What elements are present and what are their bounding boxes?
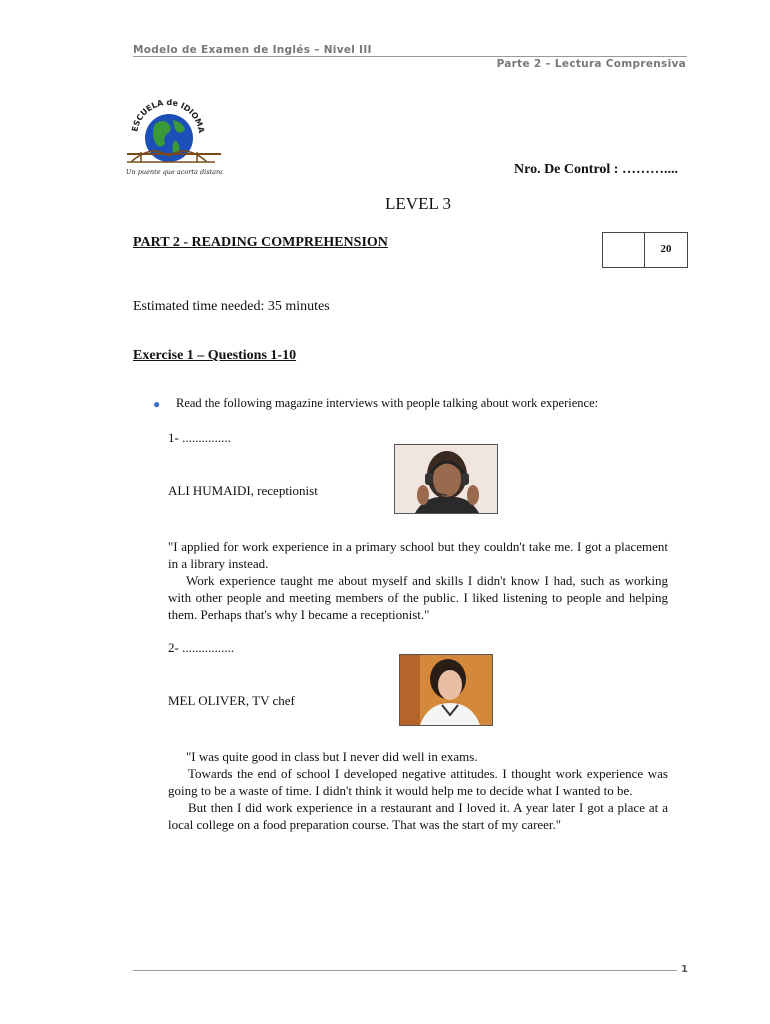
instruction-text: Read the following magazine interviews with people talking about work experience:	[176, 396, 599, 410]
answer-blank-2: 2- ................	[168, 640, 235, 655]
interviewee-photo-2	[399, 654, 493, 726]
bullet-icon: ●	[153, 397, 161, 411]
interview-2-paragraph: But then I did work experience in a restaurant and I loved it. A year later I got a place at a local college on a food preparation course. That was the start of my career."	[168, 800, 668, 832]
score-box	[602, 232, 688, 268]
control-number: Nro. De Control : ………....	[514, 162, 678, 177]
interviewee-name-2: MEL OLIVER, TV chef	[168, 693, 295, 708]
interviewee-name-1: ALI HUMAIDI, receptionist	[168, 483, 318, 498]
interviewee-photo-1	[394, 444, 498, 514]
answer-blank-1: 1- ...............	[168, 430, 231, 445]
part-title: PART 2 - READING COMPREHENSION	[133, 235, 388, 250]
header-right-title: Parte 2 – Lectura Comprensiva	[496, 58, 686, 70]
logo-tagline: Un puente que acorta distancias	[126, 168, 223, 176]
footer-divider	[133, 970, 677, 971]
header-left-title: Modelo de Examen de Inglés – Nivel III	[133, 44, 372, 56]
level-title: LEVEL 3	[385, 194, 451, 213]
score-total: 20	[660, 243, 672, 255]
estimated-time: Estimated time needed: 35 minutes	[133, 299, 330, 314]
interview-2-paragraph: Towards the end of school I developed negative attitudes. I thought work experience was going to be a waste of time. I didn't think it would help me to decide what I wanted to be.	[168, 766, 668, 798]
interview-1-paragraph: Work experience taught me about myself and skills I didn't know I had, such as working with other people and meeting members of the public. I liked listening to people and helping them. Perhaps that's why I became a receptionist."	[168, 573, 668, 622]
interview-2-paragraph: "I was quite good in class but I never did well in exams.	[186, 749, 478, 764]
school-logo	[111, 96, 223, 178]
logo-arc-text: ESCUELA de IDIOMA	[130, 97, 206, 134]
exercise-title: Exercise 1 – Questions 1-10	[133, 348, 297, 363]
interview-1-text	[168, 538, 668, 623]
interview-1-paragraph: "I applied for work experience in a primary school but they couldn't take me. I got a placement in a library instead.	[168, 539, 668, 571]
page-number: 1	[681, 964, 688, 975]
header-divider	[133, 56, 687, 57]
interview-2-text	[168, 748, 668, 833]
